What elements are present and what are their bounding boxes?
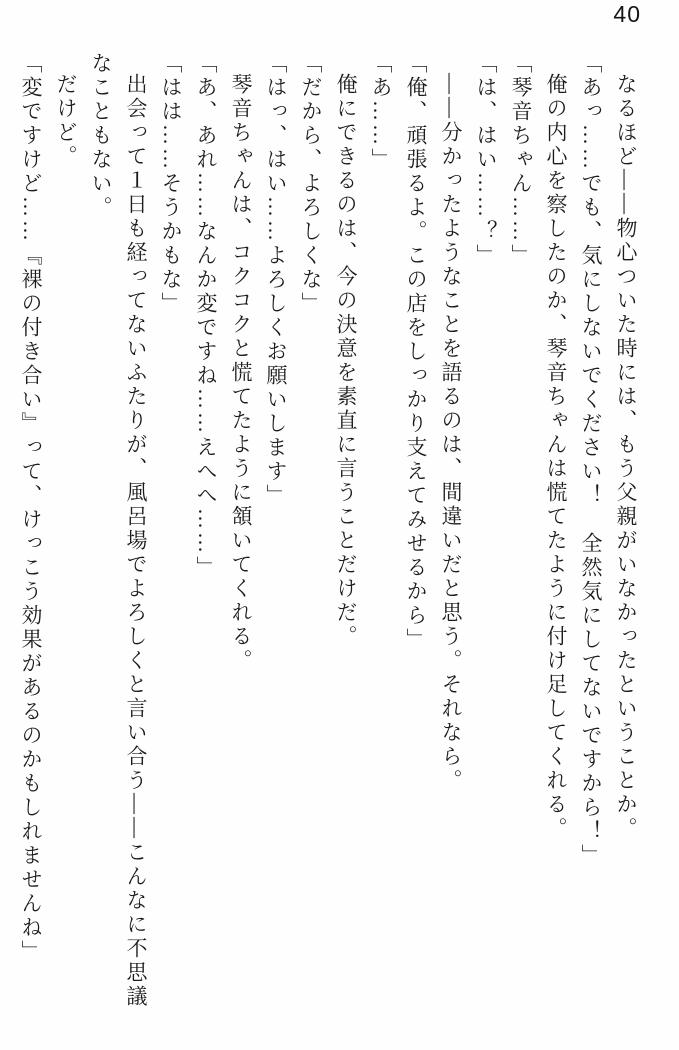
paragraph-line: なるほど――物心ついた時には、もう父親がいなかったということか。 <box>614 73 638 841</box>
paragraph-line: 「あ、あれ……なんか変ですね……えへへ……」 <box>194 52 218 580</box>
paragraph-line: 「あっ……でも、気にしないでください！ 全然気にしてないですから！」 <box>579 52 603 868</box>
paragraph-line: 「はっ、はい……よろしくお願いします」 <box>264 52 288 508</box>
paragraph-line: 「変ですけど……『裸の付き合い』って、けっこう効果があるのかもしれませんね」 <box>19 52 43 964</box>
paragraph-line: 「琴音ちゃん……」 <box>509 52 533 268</box>
paragraph-line: 「はは……そうかもな」 <box>159 52 183 316</box>
page-text <box>13 52 643 1016</box>
paragraph-line: 俺にできるのは、今の決意を素直に言うことだけだ。 <box>334 73 358 649</box>
paragraph-line: だけど。 <box>54 73 78 169</box>
paragraph-line: 「は、はい……？」 <box>474 52 498 268</box>
paragraph-line: ――分かったようなことを語るのは、間違いだと思う。それなら。 <box>439 73 463 793</box>
paragraph-line: 「だから、よろしくな」 <box>299 52 323 316</box>
paragraph-line: 琴音ちゃんは、コクコクと慌てたように頷いてくれる。 <box>229 73 253 673</box>
paragraph-line: 「あ……」 <box>369 52 393 172</box>
paragraph-line: 出会って１日も経ってないふたりが、風呂場でよろしくと言い合う――こんなに不思議なこともない。 <box>89 52 148 1009</box>
paragraph-line: 「俺、頑張るよ。この店をしっかり支えてみせるから」 <box>404 52 428 652</box>
paragraph-line: 俺の内心を察したのか、琴音ちゃんは慌てたように付け足してくれる。 <box>544 73 568 841</box>
page-number: 40 <box>613 1 641 27</box>
